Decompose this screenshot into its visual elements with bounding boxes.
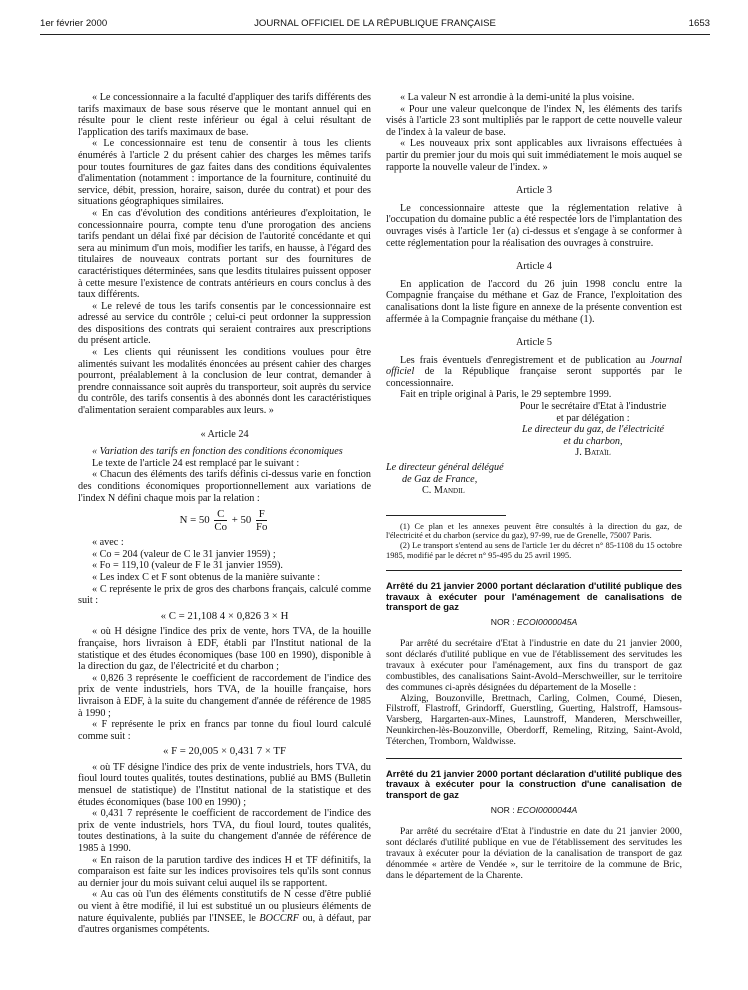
signatory-name: C. Mandil [422,485,465,497]
signature-line: et par délégation : [556,412,630,424]
paragraph: En application de l'accord du 26 juin 1998 conclu entre la Compagnie française du méthane et Gaz de France, l'exploitation des canalisations dont la liste figure en annexe de la présente convention est affermée à la Compagnie française du méthane (1). [386,278,682,325]
section-rule [386,570,682,571]
paragraph: Par arrêté du secrétaire d'Etat à l'industrie en date du 21 janvier 2000, sont déclarés d'utilité publique en vue de l'établissement des servitudes les travaux à exécuter pour la déviation de la canalisation de transport de gaz dénommée « artère de Vendée », sur le territoire de la commune de Bric, dans le département de la Charente. [386,825,682,881]
nor-reference [386,805,682,817]
paragraph: « Les nouveaux prix sont applicables aux livraisons effectuées à partir du premier jour du mois qui suit immédiatement le mois auquel se rapporte la nouvelle valeur de l'index. » [386,138,682,173]
signature-line: de Gaz de France, [402,473,478,485]
header-rule [40,34,710,35]
paragraph: « Fo = 119,10 (valeur de F le 31 janvier 1959). [92,560,283,572]
paragraph: « Le concessionnaire a la faculté d'appliquer des tarifs différents des tarifs maximaux de base sous réserve que le montant annuel qui en résulte pour le client reste inférieur ou égal à celui résultant de l'application des tarifs maximaux de base. [78,92,371,138]
nor-code: ECOI0000045A [517,617,578,628]
paragraph: « où TF désigne l'indice des prix de vente industriels, hors TVA, du fioul lourd toutes qualités, toutes destinations, publié au BMS (Bulletin mensuel de statistique) de l'Institut national de la statistique et des études économiques (base 100 en 1990) ; [78,761,371,808]
right-column [386,92,682,881]
nor-label: NOR : [490,805,518,816]
paragraph: Par arrêté du secrétaire d'Etat à l'industrie en date du 21 janvier 2000, sont déclarés d'utilité publique en vue de l'établissement des servitudes les travaux à exécuter pour l'aménagement, aux fins du transport de gaz combustibles, des canalisations Saint-Avold–Merschweiller, sur le territoire des communes ci-après désignées du département de la Moselle : [386,638,682,693]
paragraph: « où H désigne l'indice des prix de vente, hors TVA, de la houille française, hors livraison à EDF, établi par l'Institut national de la statistique et des études économiques (base 100 en 1990), disponible à la direction du gaz, de l'électricité et du charbon ; [78,626,371,673]
paragraph: « En cas d'évolution des conditions antérieures d'exploitation, le concessionnaire pourra, compte tenu d'une prorogation des anciens tarifs pendant un délai fixé par décision de l'autorité concédante et qui sera au minimum d'un mois, modifier les tarifs, en hausse, à l'égard des titulaires de nouveaux contrats portant sur des fournitures de caractéristiques déterminées, sans que lesdits titulaires puissent opposer à cette mesure l'existence de contrats antérieurs en cours conclus à des taux différents. [78,207,371,301]
formula-plus: + 50 [231,514,252,527]
paragraph: « 0,431 7 représente le coefficient de raccordement de l'indice des prix de vente industriels, hors TVA, du fioul lourd, toutes qualités, toutes destinations, à la suite du changement d'année de référence de 1985 à 1990. [78,808,371,855]
formula-lhs: N = 50 [179,514,210,527]
article-24-heading: « Article 24 [200,428,249,440]
text-run: ou, à défaut, par d'autres organismes compétents. [78,912,371,936]
paragraph: « En raison de la parution tardive des indices H et TF définitifs, la comparaison est faite sur les indices provisoires tels qu'ils sont connus au dernier jour du mois suivant celui auquel ils se rapportent. [78,854,371,889]
paragraph [78,889,371,935]
signature-block-1 [504,401,682,459]
formula-n [78,508,371,533]
decree-title: Arrêté du 21 janvier 2000 portant déclaration d'utilité publique des travaux à exécuter pour l'aménagement de canalisations de transport de gaz [386,580,682,612]
formula-c: « C = 21,108 4 × 0,826 3 × H [160,609,289,622]
paragraph: « Le relevé de tous les tarifs consentis par le concessionnaire est adressé au service du contrôle ; celui-ci peut ordonner la suppression des dispositions des contrats qui seraient contraires aux prescriptions du présent article. [78,300,371,347]
footnote: (2) Le transport s'entend au sens de l'article 1er du décret n° 85-1108 du 15 octobre 1985, modifié par le décret n° 95-495 du 25 avril 1995. [386,541,682,560]
text-run: de la République française seront supportés par le concessionnaire. [386,366,682,389]
fraction-f [256,508,267,533]
fraction-c [214,508,227,533]
fraction-numerator: C [214,508,227,521]
paragraph: Le concessionnaire atteste que la réglementation relative à l'occupation du domaine public a été respectée lors de l'implantation des ouvrages visés à l'article 1er (a) ci-dessus et s'engage à se conformer à cette réglementation pour la réalisation des ouvrages à construire. [386,202,682,249]
paragraph [386,355,682,390]
header-journal-title: JOURNAL OFFICIEL DE LA RÉPUBLIQUE FRANÇAISE [254,18,496,29]
page-header [40,18,710,34]
signature-line: Pour le secrétaire d'Etat à l'industrie [519,401,667,413]
signatory-name: J. Bataïl [575,447,611,459]
text-run: « Au cas où l'un des éléments constitutifs de N cesse d'être publié ou vient à être modifié, il lui est substitué un ou plusieurs éléments de nature équivalente, publiés par l'INSEE, le [78,889,371,924]
paragraph: Le texte de l'article 24 est remplacé par le suivant : [92,457,300,469]
header-date: 1er février 2000 [40,18,108,29]
fraction-denominator: Co [214,521,227,534]
paragraph: « C représente le prix de gros des charbons français, calculé comme suit : [78,583,371,607]
text-run-italic: Journal officiel [386,354,682,378]
article-4-heading: Article 4 [516,261,552,273]
signature-block-2 [386,462,526,497]
left-column [78,92,371,936]
paragraph: Alzing, Bouzonville, Brettnach, Carling, Colmen, Coumé, Diesen, Filstroff, Flastroff, Grindorff, Guerstling, Guerting, Halstroff, Hamsous-Varsberg, Hargarten-aux-Mines, Launstroff, Manderen, Merschweiller, Neunkirchen-lès-Bouzonville, Oberdorff, Remeling, Ritzing, Saint-Avold, Téterchen, Tromborn, Waldwisse. [386,692,682,748]
nor-reference [386,617,682,629]
footnote: (1) Ce plan et les annexes peuvent être consultés à la direction du gaz, de l'électricité et du charbon (service du gaz), 97-99, rue de Grenelle, 75007 Paris. [386,521,682,541]
paragraph: « Co = 204 (valeur de C le 31 janvier 1959) ; [92,548,276,560]
text-run-italic: BOCCRF [259,912,300,924]
paragraph: « Les clients qui réunissent les conditions voulues pour être alimentés suivant les modalités énoncées au présent cahier des charges pourront, préalablement à la conclusion de leur contrat, demander à prendre connaissance soit auprès du transporteur, soit auprès du service du contrôle, des tarifs consentis à des abonnés dont les caractéristiques d'alimentation seraient comparables aux leurs. » [78,347,371,417]
footnote-rule [386,515,506,516]
article-3-heading: Article 3 [516,185,552,197]
nor-label: NOR : [490,617,518,628]
paragraph: « Pour une valeur quelconque de l'index N, les éléments des tarifs visés à l'article 23 sont multipliés par le rapport de cette nouvelle valeur de l'index à la valeur de base. [386,103,682,138]
signature-line: Le directeur général délégué [386,462,504,474]
header-page-number: 1653 [688,18,710,29]
paragraph: « avec : [92,537,124,549]
article-24-subtitle: « Variation des tarifs en fonction des conditions économiques [92,446,343,458]
section-rule [386,758,682,759]
decree-title: Arrêté du 21 janvier 2000 portant déclaration d'utilité publique des travaux à exécuter pour la construction d'une canalisation de transport de gaz [386,768,682,800]
paragraph: « Le concessionnaire est tenu de consentir à tous les clients énumérés à l'article 2 du présent cahier des charges les mêmes tarifs pour toutes fournitures de gaz faites dans des conditions équivalentes d'alimentation (notamment : importance de la fourniture, continuité du service, débit, pression, horaire, saison, durée du contrat) et pour des situations géographiques similaires. [78,138,371,208]
paragraph: « La valeur N est arrondie à la demi-unité la plus voisine. [400,92,635,103]
paragraph: « 0,826 3 représente le coefficient de raccordement de l'indice des prix de vente industriels, hors TVA, de la houille française, hors livraison à EDF, à la suite du changement d'année de référence de 1985 à 1990 ; [78,672,371,719]
text-run: Les frais éventuels d'enregistrement et de publication au [400,354,651,366]
signature-line: et du charbon, [563,435,623,447]
formula-f: « F = 20,005 × 0,431 7 × TF [162,745,287,758]
nor-code: ECOI0000044A [517,805,578,816]
paragraph: « F représente le prix en francs par tonne du fioul lourd calculé comme suit : [78,719,371,742]
paragraph: Fait en triple original à Paris, le 29 septembre 1999. [400,389,612,401]
signature-line: Le directeur du gaz, de l'électricité [521,424,665,436]
fraction-denominator: Fo [256,521,268,534]
paragraph: « Les index C et F sont obtenus de la manière suivante : [92,571,321,583]
paragraph: « Chacun des éléments des tarifs définis ci-dessus varie en fonction des conditions économiques proportionnellement aux variations de l'index N défini chaque mois par la relation : [78,469,371,504]
article-5-heading: Article 5 [516,337,552,349]
fraction-numerator: F [256,508,267,521]
